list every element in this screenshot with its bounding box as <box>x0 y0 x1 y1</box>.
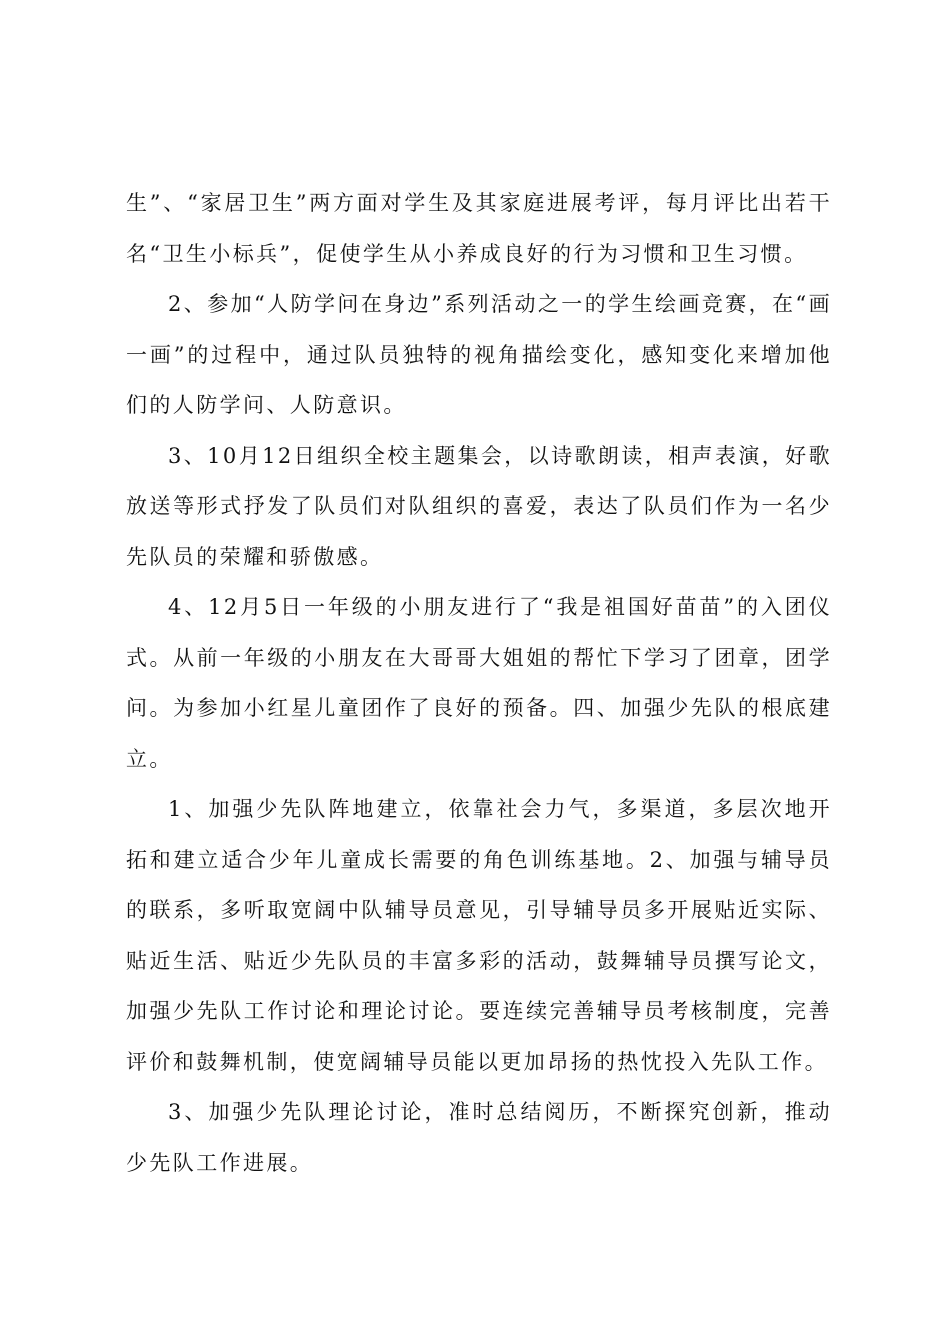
paragraph-3: 3、10月12日组织全校主题集会，以诗歌朗读，相声表演，好歌放送等形式抒发了队员们对队组织的喜爱，表达了队员们作为一名少先队员的荣耀和骄傲感。 <box>126 443 832 569</box>
paragraph-6: 3、加强少先队理论讨论，准时总结阅历，不断探究创新，推动少先队工作进展。 <box>126 1100 832 1175</box>
paragraph-2: 2、参加“人防学问在身边”系列活动之一的学生绘画竞赛，在“画一画”的过程中，通过队员独特的视角描绘变化，感知变化来增加他们的人防学问、人防意识。 <box>126 292 832 417</box>
document-body <box>126 178 832 1188</box>
paragraph-5: 1、加强少先队阵地建立，依靠社会力气，多渠道，多层次地开拓和建立适合少年儿童成长需要的角色训练基地。2、加强与辅导员的联系，多听取宽阔中队辅导员意见，引导辅导员多开展贴近实际、贴近生活、贴近少先队员的丰富多彩的活动，鼓舞辅导员撰写论文，加强少先队工作讨论和理论讨论。要连续完善辅导员考核制度，完善评价和鼓舞机制，使宽阔辅导员能以更加昂扬的热忱投入先队工作。 <box>126 797 832 1074</box>
paragraph-4: 4、12月5日一年级的小朋友进行了“我是祖国好苗苗”的入团仪式。从前一年级的小朋友在大哥哥大姐姐的帮忙下学习了团章，团学问。为参加小红星儿童团作了良好的预备。四、加强少先队的根底建立。 <box>126 595 832 771</box>
paragraph-1: 生”、“家居卫生”两方面对学生及其家庭进展考评，每月评比出若干名“卫生小标兵”，促使学生从小养成良好的行为习惯和卫生习惯。 <box>126 191 832 266</box>
